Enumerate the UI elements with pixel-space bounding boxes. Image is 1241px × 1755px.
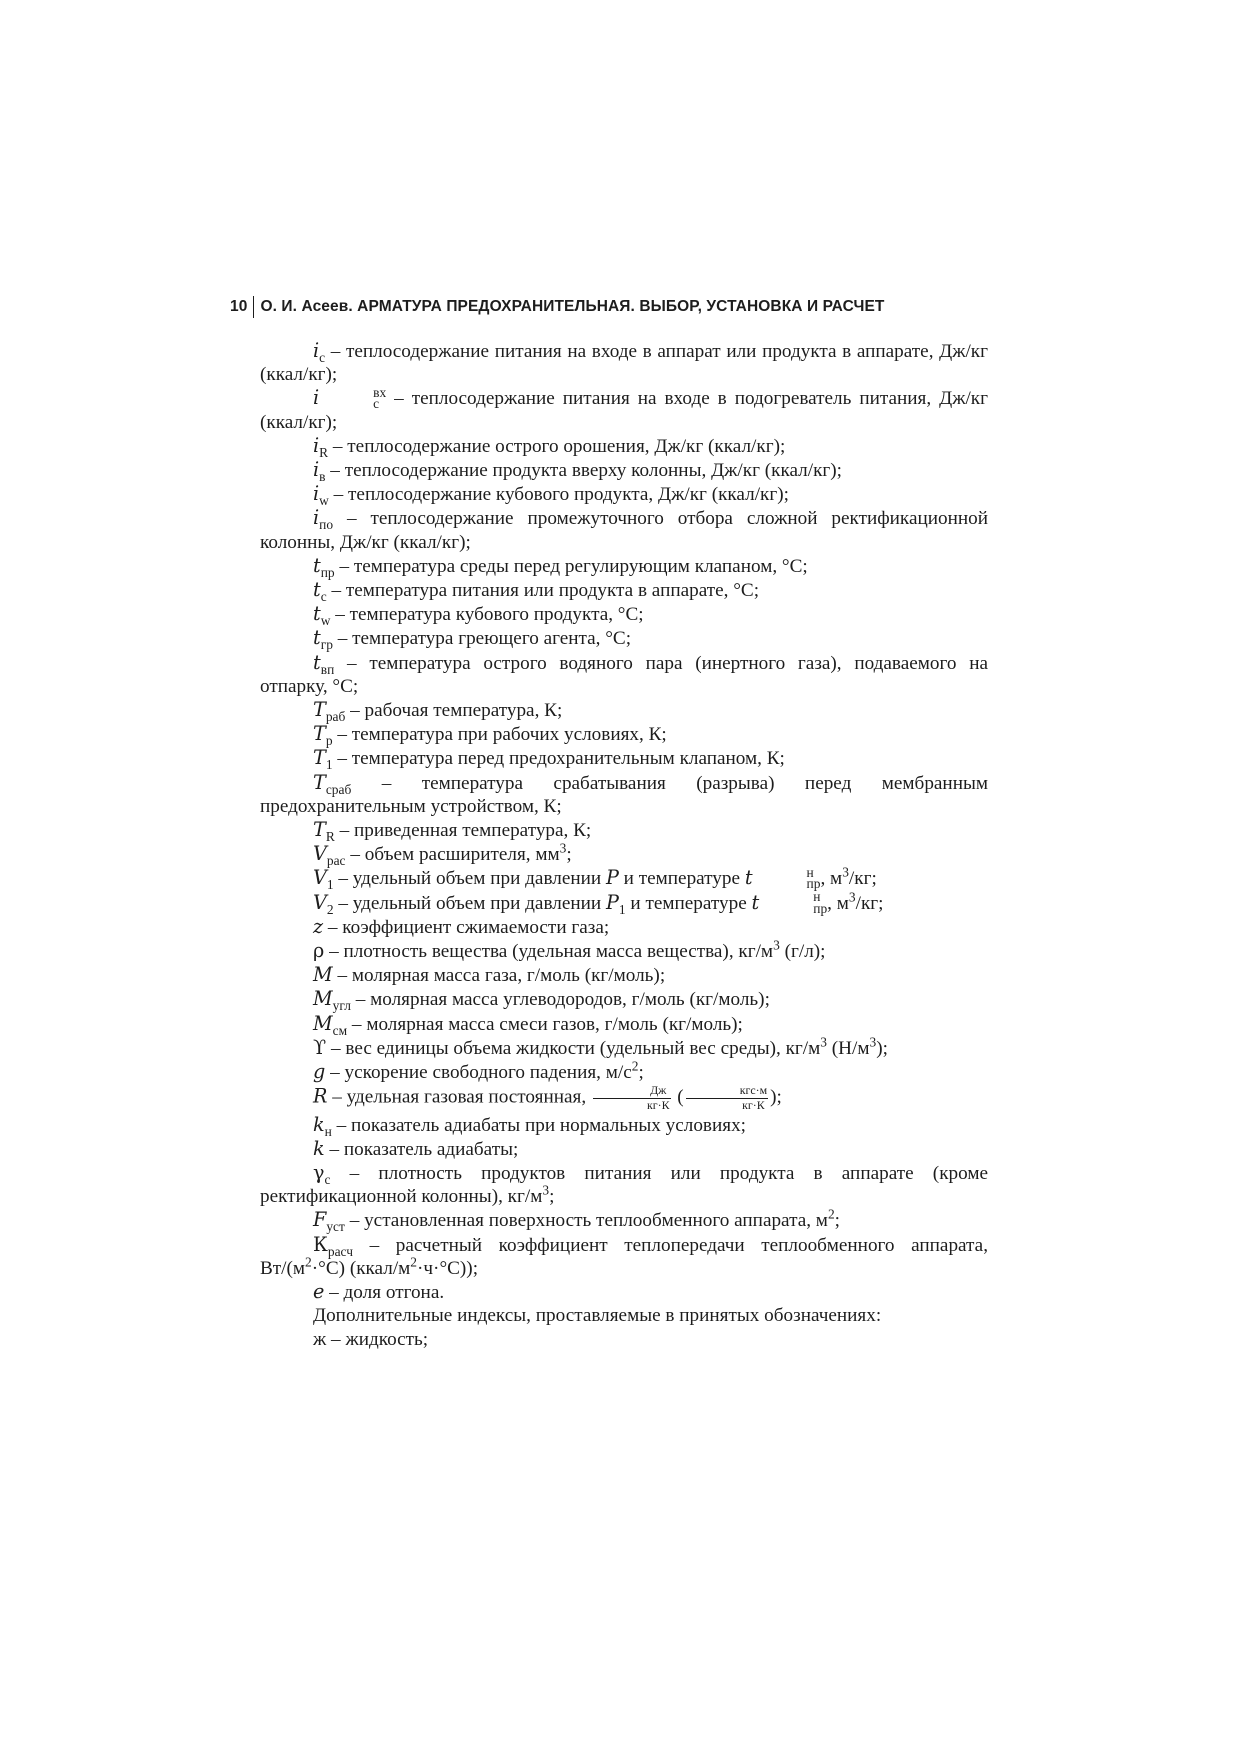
definition-text: – рабочая температура, К; [345,700,563,722]
notation-entry [260,818,988,842]
definition-text: – доля отгона. [324,1282,445,1304]
definition-text: – температура питания или продукта в аппарате, °С; [326,580,760,602]
subscript: w [319,493,329,509]
symbol: k [313,1136,325,1160]
superscript: 3 [559,840,567,856]
notation-entry [260,1060,988,1084]
subscript: см [332,1022,348,1038]
definition-text: – температура острого водяного пара (инертного газа), подаваемого на отпарку, °С; [260,652,988,697]
notation-entry [260,987,988,1014]
definition-text: – молярная масса газа, г/моль (кг/моль); [332,965,666,987]
paren: ( [672,1086,684,1108]
superscript: 3 [848,889,856,905]
definition-text: – теплосодержание продукта вверху колонны, Дж/кг (ккал/кг); [325,460,842,482]
definition-text: – плотность вещества (удельная масса вещества), кг/м [324,941,774,963]
notation-entry [260,651,988,698]
symbol: К [313,1232,328,1256]
subscript: с [319,349,326,365]
symbol-indices [760,891,827,914]
symbol: V [313,866,327,890]
definition-text: – показатель адиабаты при нормальных условиях; [331,1114,747,1136]
definition-text: – приведенная температура, К; [334,820,592,842]
definition-text: – теплосодержание питания на входе в аппарат или продукта в аппарате, Дж/кг (ккал/кг); [260,341,988,386]
notation-entry [260,1113,988,1137]
symbol: t [313,553,321,577]
subscript: 1 [326,877,334,893]
notation-entry [260,1280,988,1304]
superscript: 2 [305,1254,312,1270]
definition-text: – коэффициент сжимаемости газа; [323,916,610,938]
symbol: V [313,842,327,866]
definition-text: – температура при рабочих условиях, К; [332,724,667,746]
subscript: с [320,588,327,604]
symbol: T [313,698,326,722]
fraction-denominator: кг·К [742,1097,765,1112]
fraction-numerator: Дж [593,1084,671,1099]
subscript: в [319,468,326,484]
definition-text: – удельная газовая постоянная, [327,1086,591,1108]
definition-text: – удельный объем при давлении [333,892,606,914]
definition-text: и температуре [618,868,745,890]
definition-text: ·°С) (ккал/м [311,1257,411,1279]
subscript: R [319,444,329,460]
definition-text: и температуре [625,892,752,914]
subscript: по [319,517,334,533]
notation-entry [260,771,988,818]
subscript: расч [327,1243,353,1259]
symbol: t [313,650,321,674]
definition-text: – теплосодержание кубового продукта, Дж/кг (ккал/кг); [328,484,789,506]
notation-entry [260,865,988,893]
notation-entry [260,434,988,458]
definition-text: – температура греющего агента, °С; [332,628,632,650]
notation-entry [260,1137,988,1161]
notation-entry [260,554,988,578]
subscript: н [324,1123,332,1139]
subscript: 2 [326,901,334,917]
superscript: 3 [842,865,849,881]
symbol: z [313,914,324,938]
notation-entry [260,891,988,915]
symbol: g [313,1060,326,1084]
symbol: ϒ [313,1035,327,1059]
symbol: i [313,458,320,482]
superscript: 3 [869,1034,877,1050]
definition-text: – плотность продуктов питания или продукта в аппарате (кроме ректификационной колонны), кг/м [260,1163,988,1208]
symbol: t [313,602,321,626]
notation-entry [260,1084,988,1112]
definition-text: , м [827,892,849,914]
subscript: 1 [618,901,626,917]
definition-text: – объем расширителя, мм [345,844,560,866]
symbol: T [313,746,326,770]
superscript: 2 [631,1058,639,1074]
superscript: н [813,889,821,905]
notation-entry [260,386,988,433]
definition-text: – молярная масса углеводородов, г/моль (кг/моль); [350,989,770,1011]
symbol: i [313,386,320,410]
definition-text: – молярная масса смеси газов, г/моль (кг/моль); [347,1013,743,1035]
superscript: 2 [827,1207,835,1223]
page-number: 10 [230,296,254,318]
superscript: 3 [820,1034,827,1050]
symbol: T [313,818,326,842]
symbol: M [313,987,333,1011]
fraction [686,1084,768,1112]
definition-text: /кг; [848,868,877,890]
symbol: k [313,1112,325,1136]
symbol-indices [754,867,821,890]
subscript: пр [320,564,335,580]
notation-entry [260,458,988,482]
notation-entry [260,915,988,939]
symbol: P [605,866,619,890]
notation-entry [260,339,988,386]
notation-entry [260,602,988,629]
definition-text: ; [834,1210,841,1232]
subscript: уст [326,1219,345,1235]
symbol: e [313,1280,325,1304]
symbol: T [313,770,326,794]
definition-text: – температура среды перед регулирующим клапаном, °С; [334,555,808,577]
subscript: с [373,396,380,412]
definition-text: – температура срабатывания (разрыва) перед мембранным предохранительным устройством, К; [260,772,988,817]
superscript: 2 [410,1254,418,1270]
paren: ) [770,1086,777,1108]
symbol: M [313,963,333,987]
subscript: 1 [325,757,333,773]
symbol: i [313,433,320,457]
notation-entry [260,939,988,963]
notation-entry [260,626,988,653]
definition-text: – установленная поверхность теплообменного аппарата, м [344,1210,828,1232]
definition-text: – удельный объем при давлении [333,868,606,890]
notation-entry [260,482,988,509]
subscript: гр [320,637,333,653]
definition-text: – расчетный коэффициент теплопередачи теплообменного аппарата, Вт/(м [260,1234,988,1279]
symbol: γ [313,1161,325,1185]
subscript: р [325,733,333,749]
definition-text: ·ч·°С)); [417,1257,479,1279]
notation-entry [260,1036,988,1060]
definition-text: ; [776,1086,782,1108]
definition-text: – вес единицы объема жидкости (удельный вес среды), кг/м [326,1037,821,1059]
definition-text: – теплосодержание острого орошения, Дж/кг (ккал/кг); [328,435,786,457]
index-entry: ж – жидкость; [313,1328,429,1350]
notation-list [260,339,988,1351]
subscript: пр [813,900,828,916]
definition-text: – температура перед предохранительным клапаном, К; [332,748,785,770]
symbol: F [313,1208,327,1232]
superscript: вх [373,384,387,400]
symbol: i [313,482,320,506]
superscript: 3 [542,1182,550,1198]
symbol: t [744,866,753,890]
symbol: ρ [313,939,325,963]
symbol: t [751,890,760,914]
notation-entry [260,963,988,987]
definition-text: (г/л); [779,941,826,963]
symbol: P [605,890,619,914]
notation-entry [260,698,988,722]
symbol: i [313,506,320,530]
symbol: M [313,1011,333,1035]
symbol-indices [320,384,387,412]
symbol: t [313,578,321,602]
definition-text: ); [876,1037,888,1059]
running-title: О. И. Асеев. АРМАТУРА ПРЕДОХРАНИТЕЛЬНАЯ. ВЫБОР, УСТАНОВКА И РАСЧЕТ [260,298,885,315]
notation-entry [260,1012,988,1036]
symbol: V [313,890,327,914]
definition-text: – теплосодержание питания на входе в подогреватель питания, Дж/кг (ккал/кг); [260,388,988,433]
subscript: w [320,613,331,629]
definition-text: – теплосодержание промежуточного отбора сложной ректификационной колонны, Дж/кг (ккал/кг); [260,508,988,553]
definition-text: – показатель адиабаты; [324,1138,519,1160]
subscript: с [324,1171,331,1187]
fraction [593,1084,671,1112]
notation-entry [260,840,988,869]
definition-text: – ускорение свободного падения, м/с [325,1062,632,1084]
definition-text: – температура кубового продукта, °С; [330,604,644,626]
definition-text: /кг; [855,892,884,914]
subscript: раб [325,708,346,724]
indices-intro: Дополнительные индексы, проставляемые в принятых обозначениях: [313,1305,882,1327]
notation-entry [260,1207,988,1235]
symbol: i [313,339,320,362]
subscript: сраб [325,781,352,797]
subscript: угл [332,998,351,1014]
definition-text: (Н/м [826,1037,870,1059]
notation-entry [260,506,988,553]
notation-entry [260,1233,988,1280]
subscript: R [325,828,335,844]
notation-entry [260,722,988,749]
symbol: t [313,626,321,650]
subscript: рас [326,853,346,869]
definition-text: ; [638,1062,644,1084]
running-head [230,296,885,318]
fraction-numerator: кгс·м [686,1084,768,1099]
notation-entry [260,746,988,773]
symbol: T [313,722,326,746]
superscript: н [806,865,814,881]
superscript: 3 [773,937,780,953]
subscript: вп [320,661,335,677]
symbol: R [313,1084,328,1108]
subscript: пр [806,876,821,892]
fraction-denominator: кг·К [646,1097,670,1112]
definition-text: ; [566,844,572,866]
definition-text: ; [549,1186,555,1208]
notation-entry [260,578,988,602]
definition-text: , м [820,868,843,890]
notation-entry [260,1161,988,1208]
